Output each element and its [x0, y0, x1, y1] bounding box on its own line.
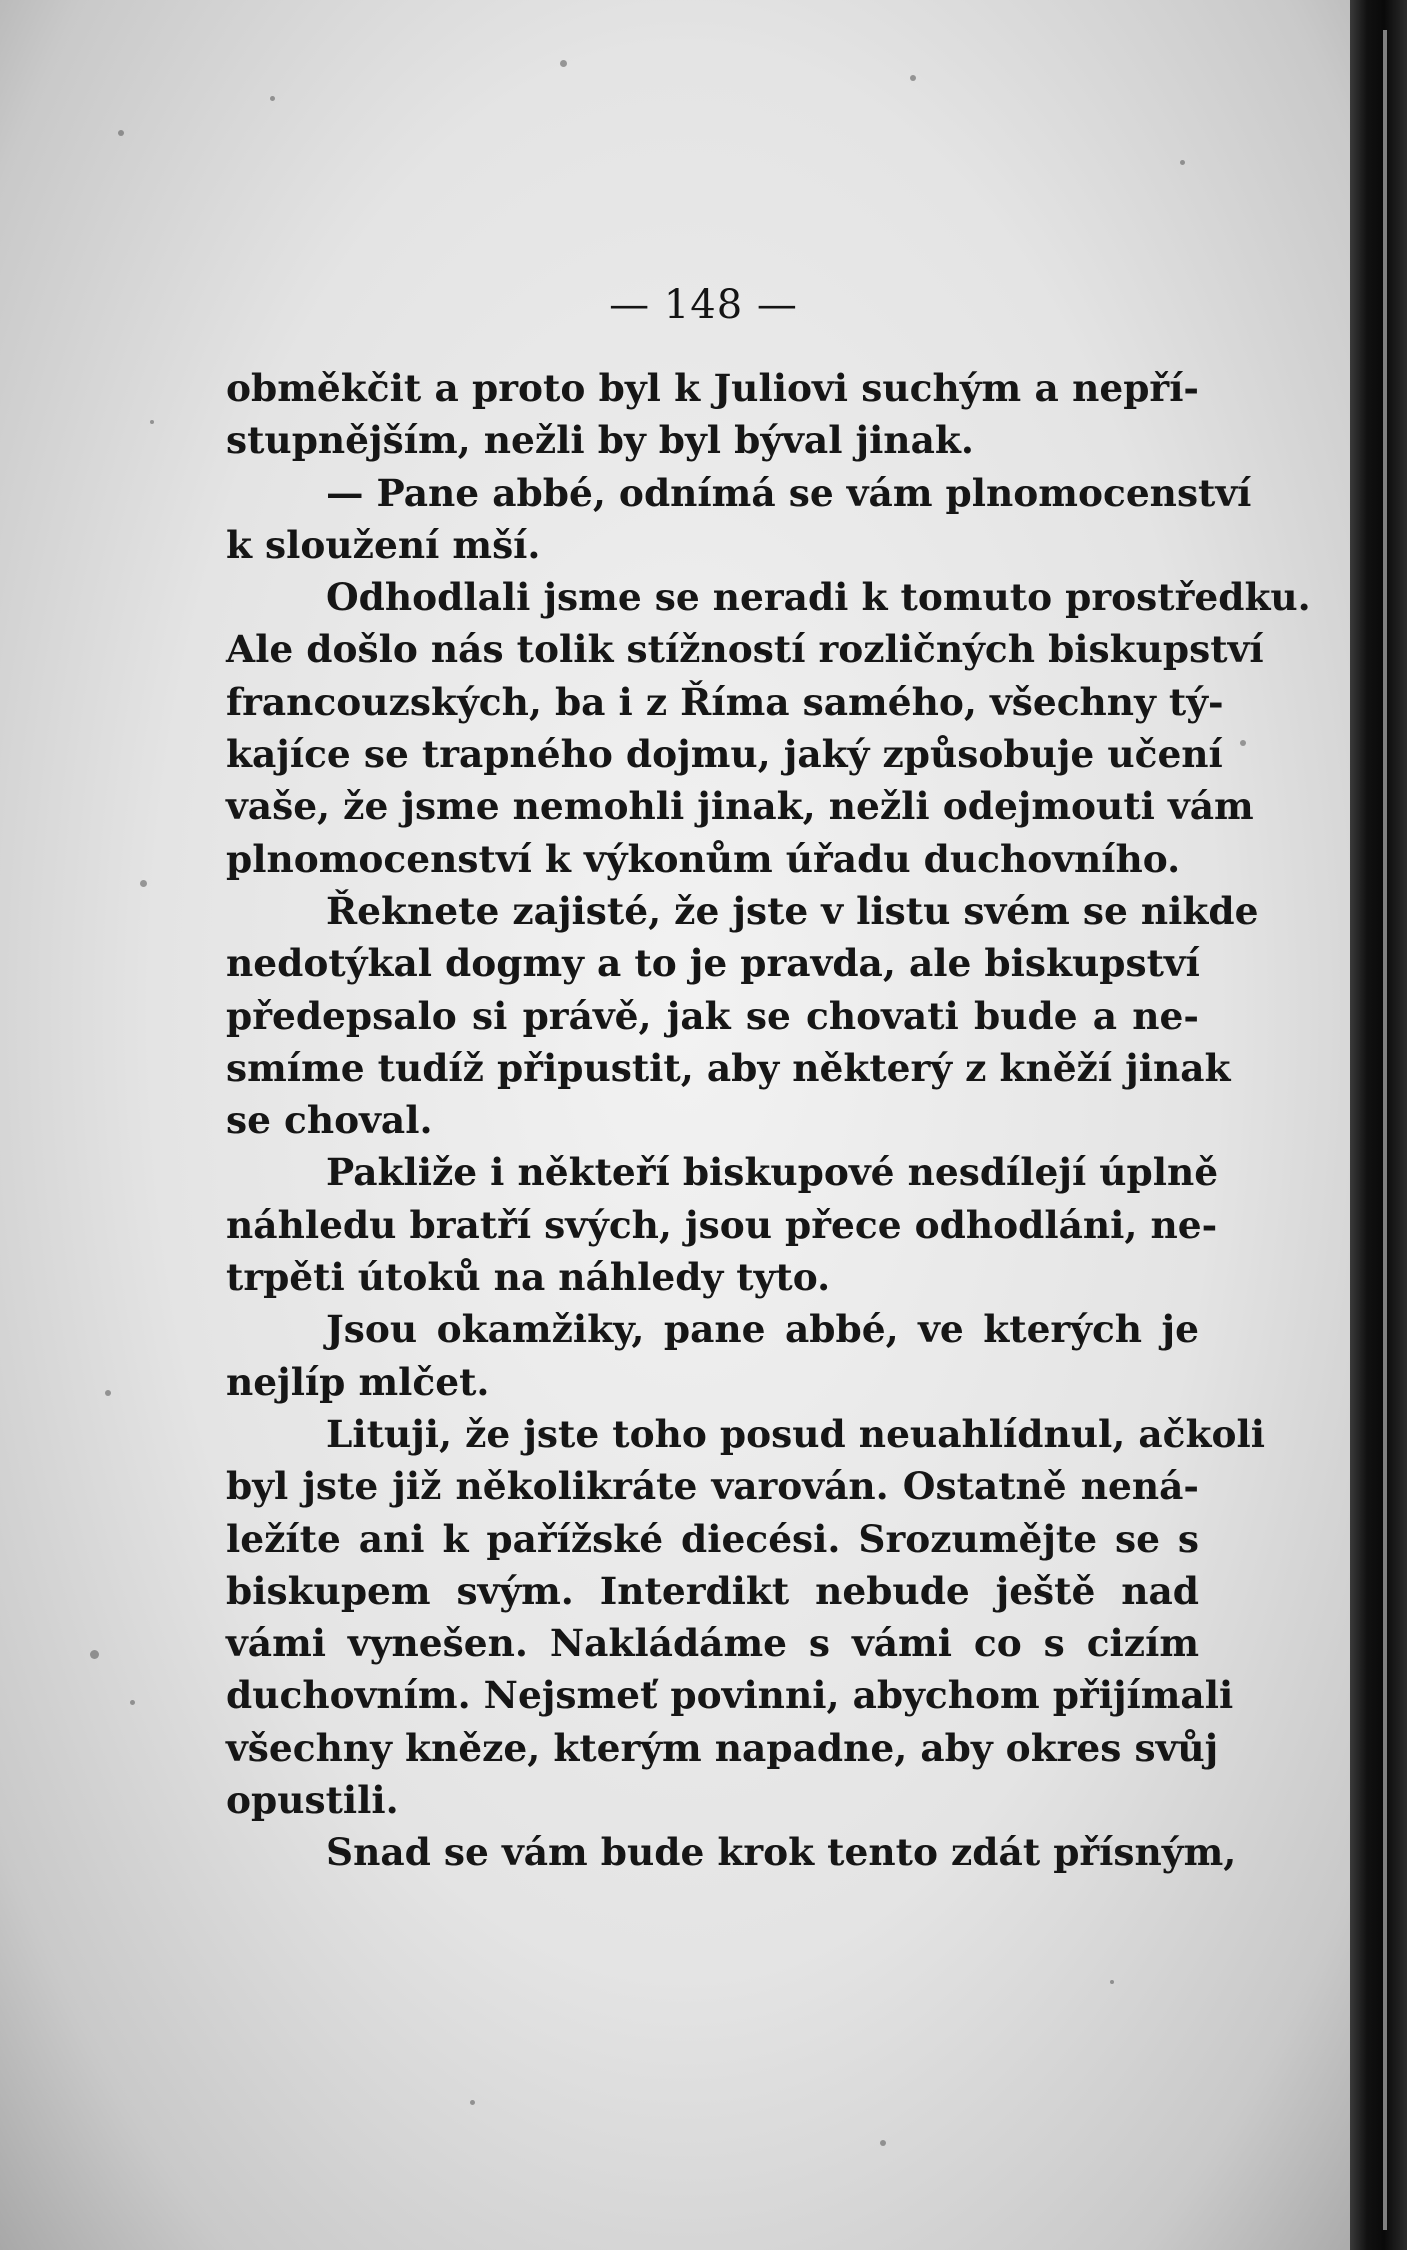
- text-line: nejlíp mlčet.: [226, 1359, 490, 1404]
- text-line: se choval.: [226, 1098, 433, 1143]
- paragraph: [226, 1146, 1219, 1303]
- text-line: francouzských, ba i z Říma samého, všechny tý-: [226, 679, 1224, 724]
- body-text: [226, 362, 1311, 1879]
- speckle: [470, 2100, 475, 2105]
- text-line: — Pane abbé, odnímá se vám plnomocenství: [326, 470, 1252, 515]
- speckle: [270, 96, 275, 101]
- text-line: duchovním. Nejsmeť povinni, abychom přijímali: [226, 1673, 1234, 1718]
- speckle: [1110, 1980, 1114, 1984]
- speckle: [90, 1650, 99, 1659]
- speckle: [560, 60, 567, 67]
- speckle: [150, 420, 154, 424]
- text-line: předepsalo si právě, jak se chovati bude a ne-: [226, 993, 1199, 1038]
- text-line: trpěti útoků na náhledy tyto.: [226, 1255, 831, 1300]
- text-line: stupnějším, nežli by byl býval jinak.: [226, 418, 974, 463]
- text-line: vámi vynešen. Nakládáme s vámi co s cizím: [226, 1621, 1199, 1666]
- text-line: náhledu bratří svých, jsou přece odhodláni, ne-: [226, 1202, 1218, 1247]
- paragraph: [226, 1408, 1265, 1826]
- paragraph: [226, 1826, 1237, 1878]
- text-line: ležíte ani k pařížské diecési. Srozumějte se s: [226, 1516, 1199, 1561]
- paragraph: [226, 1303, 1199, 1408]
- speckle: [105, 1390, 111, 1396]
- speckle: [130, 1700, 135, 1705]
- page-number: — 148 —: [609, 282, 798, 328]
- paragraph: [226, 571, 1311, 885]
- text-line: vaše, že jsme nemohli jinak, nežli odejmouti vám: [226, 784, 1254, 829]
- text-line: biskupem svým. Interdikt nebude ještě nad: [226, 1568, 1199, 1613]
- paragraph: [226, 467, 1252, 572]
- page-edge-line: [1383, 30, 1387, 2230]
- text-line: byl jste již několikráte varován. Ostatně nená-: [226, 1464, 1199, 1509]
- text-line: k sloužení mší.: [226, 522, 541, 567]
- paragraph: [226, 362, 1199, 467]
- speckle: [1240, 740, 1246, 746]
- text-line: Odhodlali jsme se neradi k tomuto prostředku.: [326, 575, 1311, 620]
- speckle: [910, 75, 916, 81]
- speckle: [1180, 160, 1185, 165]
- speckle: [140, 880, 147, 887]
- page-edge-shadow: [1350, 0, 1407, 2250]
- text-line: Jsou okamžiky, pane abbé, ve kterých je: [326, 1307, 1199, 1352]
- text-line: Snad se vám bude krok tento zdát přísným,: [326, 1830, 1237, 1875]
- text-line: Lituji, že jste toho posud neuahlídnul, ačkoli: [326, 1411, 1265, 1456]
- text-line: smíme tudíž připustit, aby některý z kněží jinak: [226, 1045, 1231, 1090]
- text-line: nedotýkal dogmy a to je pravda, ale biskupství: [226, 941, 1200, 986]
- text-line: Ale došlo nás tolik stížností rozličných biskupství: [226, 627, 1264, 672]
- text-line: Řeknete zajisté, že jste v listu svém se nikde: [326, 888, 1259, 933]
- text-line: plnomocenství k výkonům úřadu duchovního.: [226, 836, 1181, 881]
- text-line: opustili.: [226, 1778, 399, 1823]
- paragraph: [226, 885, 1259, 1146]
- text-line: všechny kněze, kterým napadne, aby okres svůj: [226, 1725, 1219, 1770]
- text-line: Pakliže i někteří biskupové nesdílejí úplně: [326, 1150, 1219, 1195]
- speckle: [118, 130, 124, 136]
- speckle: [880, 2140, 886, 2146]
- text-line: obměkčit a proto byl k Juliovi suchým a nepří-: [226, 366, 1199, 410]
- text-line: kajíce se trapného dojmu, jaký způsobuje učení: [226, 732, 1223, 777]
